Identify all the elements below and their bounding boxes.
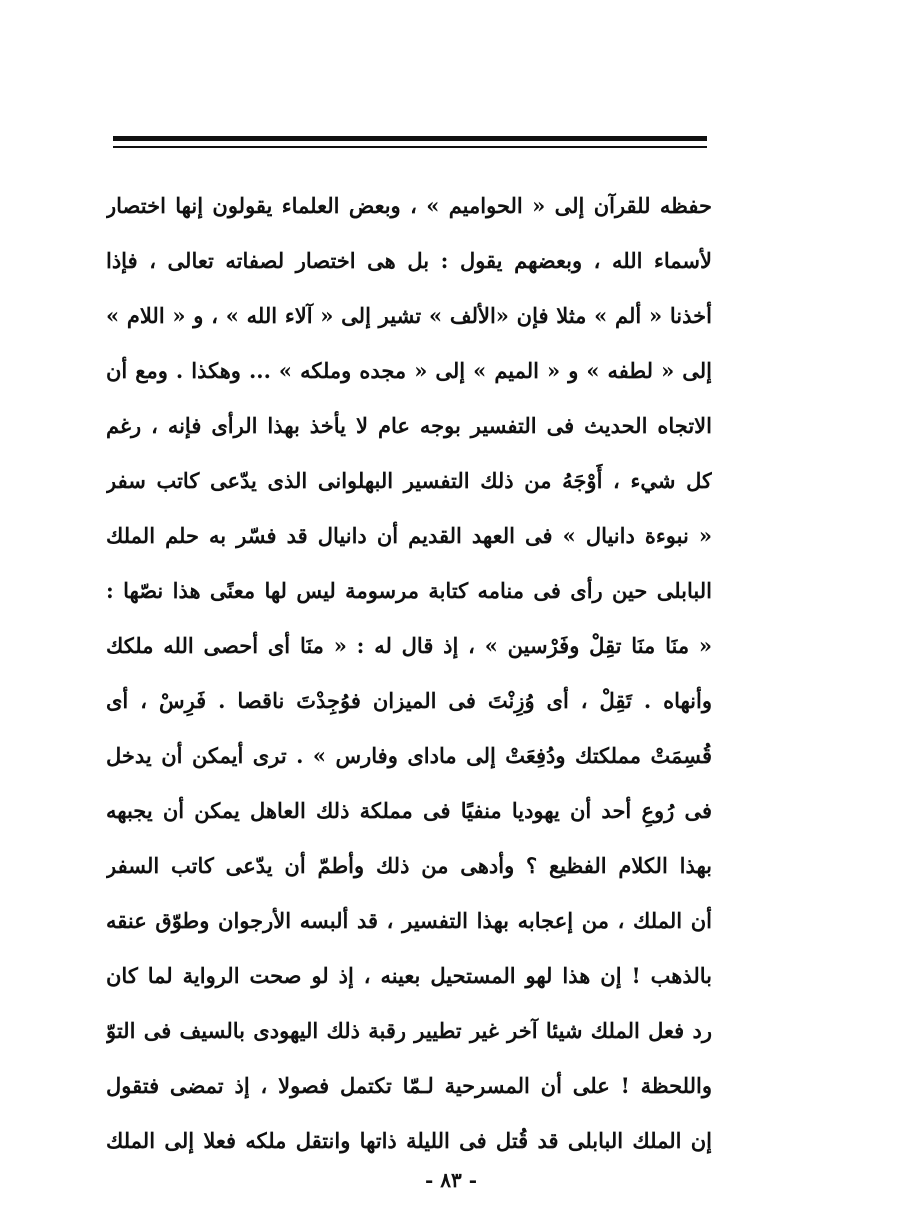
text-line: واللحظة ! على أن المسرحية لـمّا تكتمل فصولا ، إذ تمضى فتقول (106, 1073, 712, 1098)
text-line: الاتجاه الحديث فى التفسير بوجه عام لا يأخذ بهذا الرأى فإنه ، رغم (106, 413, 712, 438)
text-line: حفظه للقرآن إلى « الحواميم » ، وبعض العلماء يقولون إنها اختصار (106, 193, 712, 218)
text-line: قُسِمَتْ مملكتك ودُفِعَتْ إلى مادای وفارس » . ترى أيمكن أن يدخل (106, 743, 712, 768)
header-rule-thick (113, 136, 707, 141)
text-line: كل شيء ، أَوْجَهُ من ذلك التفسير البهلوانى الذى يدّعى كاتب سفر (106, 468, 712, 493)
body-text (106, 178, 712, 1168)
text-line: لأسماء الله ، وبعضهم يقول : بل هى اختصار لصفاته تعالى ، فإذا (106, 248, 712, 273)
text-line: أن الملك ، من إعجابه بهذا التفسير ، قد ألبسه الأرجوان وطوّق عنقه (106, 908, 712, 933)
text-line: بالذهب ! إن هذا لهو المستحيل بعينه ، إذ لو صحت الرواية لما كان (106, 963, 712, 988)
text-line: إلى « لطفه » و « الميم » إلى « مجده وملكه » ... وهكذا . ومع أن (106, 358, 712, 383)
text-line: وأنهاه . تَقِلْ ، أى وُزِنْتَ فى الميزان فوُجِدْتَ ناقصا . فَرِسْ ، أى (106, 688, 712, 713)
text-line: « منَا منَا تقِلْ وفَرْسين » ، إذ قال له : « منَا أى أحصى الله ملكك (106, 633, 712, 658)
text-line: « نبوءة دانيال » فى العهد القديم أن دانيال قد فسّر به حلم الملك (106, 523, 712, 548)
text-line: أخذنا « ألم » مثلا فإن «الألف » تشير إلى « آلاء الله » ، و « اللام » (106, 303, 712, 328)
text-line: بهذا الكلام الفظيع ؟ وأدهى من ذلك وأطمّ أن يدّعى كاتب السفر (106, 853, 712, 878)
header-rule-thin (113, 146, 707, 148)
text-line: رد فعل الملك شيئا آخر غير تطيير رقبة ذلك اليهودى بالسيف فى التوّ (106, 1018, 712, 1043)
page-number: - ٨٣ - (424, 1168, 477, 1192)
text-line: فى رُوعِ أحد أن يهوديا منفيًا فى مملكة ذلك العاهل يمكن أن يجبهه (106, 798, 712, 823)
text-line: إن الملك البابلى قد قُتل فى الليلة ذاتها وانتقل ملكه فعلا إلى الملك (106, 1128, 712, 1153)
text-line: البابلى حين رأى فى منامه كتابة مرسومة ليس لها معنًى هذا نصّها : (106, 578, 712, 603)
